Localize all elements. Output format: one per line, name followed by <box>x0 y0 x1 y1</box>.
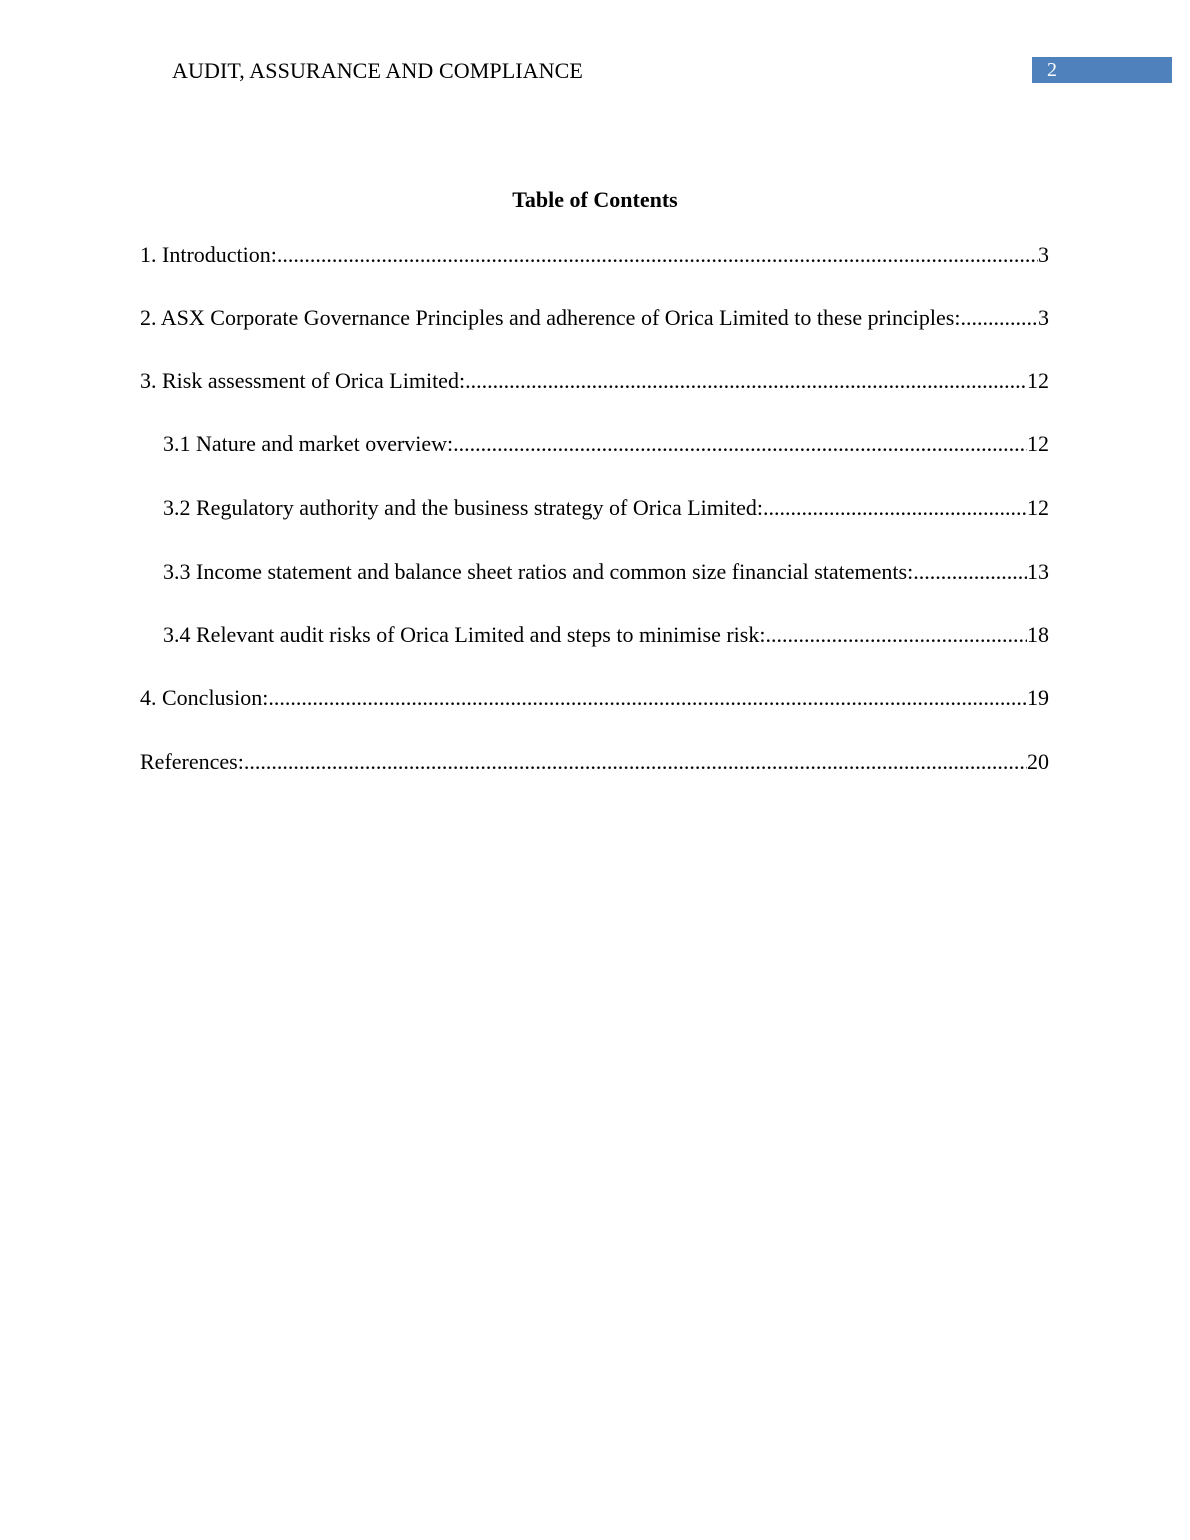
toc-dot-leader <box>268 684 1027 712</box>
page-number-badge <box>1032 57 1172 83</box>
toc-entry-text: 1. Introduction: <box>140 242 277 267</box>
toc-entry-text: 2. ASX Corporate Governance Principles and adherence of Orica Limited to these principles: <box>140 305 961 330</box>
toc-dot-leader <box>913 558 1027 586</box>
toc-entry-text: 3.4 Relevant audit risks of Orica Limited and steps to minimise risk: <box>163 622 766 647</box>
toc-entry-page: 13 <box>1027 559 1049 584</box>
toc-entry-text: References: <box>140 749 244 774</box>
toc-dot-leader <box>244 748 1027 776</box>
toc-entry-conclusion[interactable] <box>140 684 1049 712</box>
toc-entry-nature-market[interactable] <box>163 430 1049 458</box>
toc-dot-leader <box>465 367 1027 395</box>
toc-entry-text: 3.1 Nature and market overview: <box>163 431 454 456</box>
toc-entry-regulatory-strategy[interactable] <box>163 494 1049 522</box>
page-number: 2 <box>1047 59 1057 81</box>
toc-entry-asx-principles[interactable] <box>140 304 1049 332</box>
toc-entry-ratios-statements[interactable] <box>163 558 1049 586</box>
toc-entry-page: 12 <box>1027 431 1049 456</box>
toc-entry-page: 19 <box>1027 685 1049 710</box>
toc-entry-risk-assessment[interactable] <box>140 367 1049 395</box>
toc-entry-page: 3 <box>1038 305 1049 330</box>
toc-dot-leader <box>277 241 1038 269</box>
running-header-title: AUDIT, ASSURANCE AND COMPLIANCE <box>172 58 583 83</box>
toc-dot-leader <box>960 304 1038 332</box>
toc-entry-audit-risks[interactable] <box>163 621 1049 649</box>
toc-heading: Table of Contents <box>512 187 678 212</box>
toc-entry-text: 3.2 Regulatory authority and the business strategy of Orica Limited: <box>163 495 763 520</box>
toc-entry-page: 12 <box>1027 368 1049 393</box>
toc-entry-introduction[interactable] <box>140 241 1049 269</box>
toc-entry-page: 12 <box>1027 495 1049 520</box>
toc-dot-leader <box>763 494 1027 522</box>
toc-entry-text: 4. Conclusion: <box>140 685 269 710</box>
toc-dot-leader <box>765 621 1027 649</box>
toc-dot-leader <box>453 430 1027 458</box>
toc-entry-text: 3. Risk assessment of Orica Limited: <box>140 368 466 393</box>
toc-entry-references[interactable] <box>140 748 1049 776</box>
toc-entry-page: 20 <box>1027 749 1049 774</box>
toc-entry-page: 18 <box>1027 622 1049 647</box>
toc-entry-page: 3 <box>1038 242 1049 267</box>
toc-entry-text: 3.3 Income statement and balance sheet ratios and common size financial statements: <box>163 559 914 584</box>
